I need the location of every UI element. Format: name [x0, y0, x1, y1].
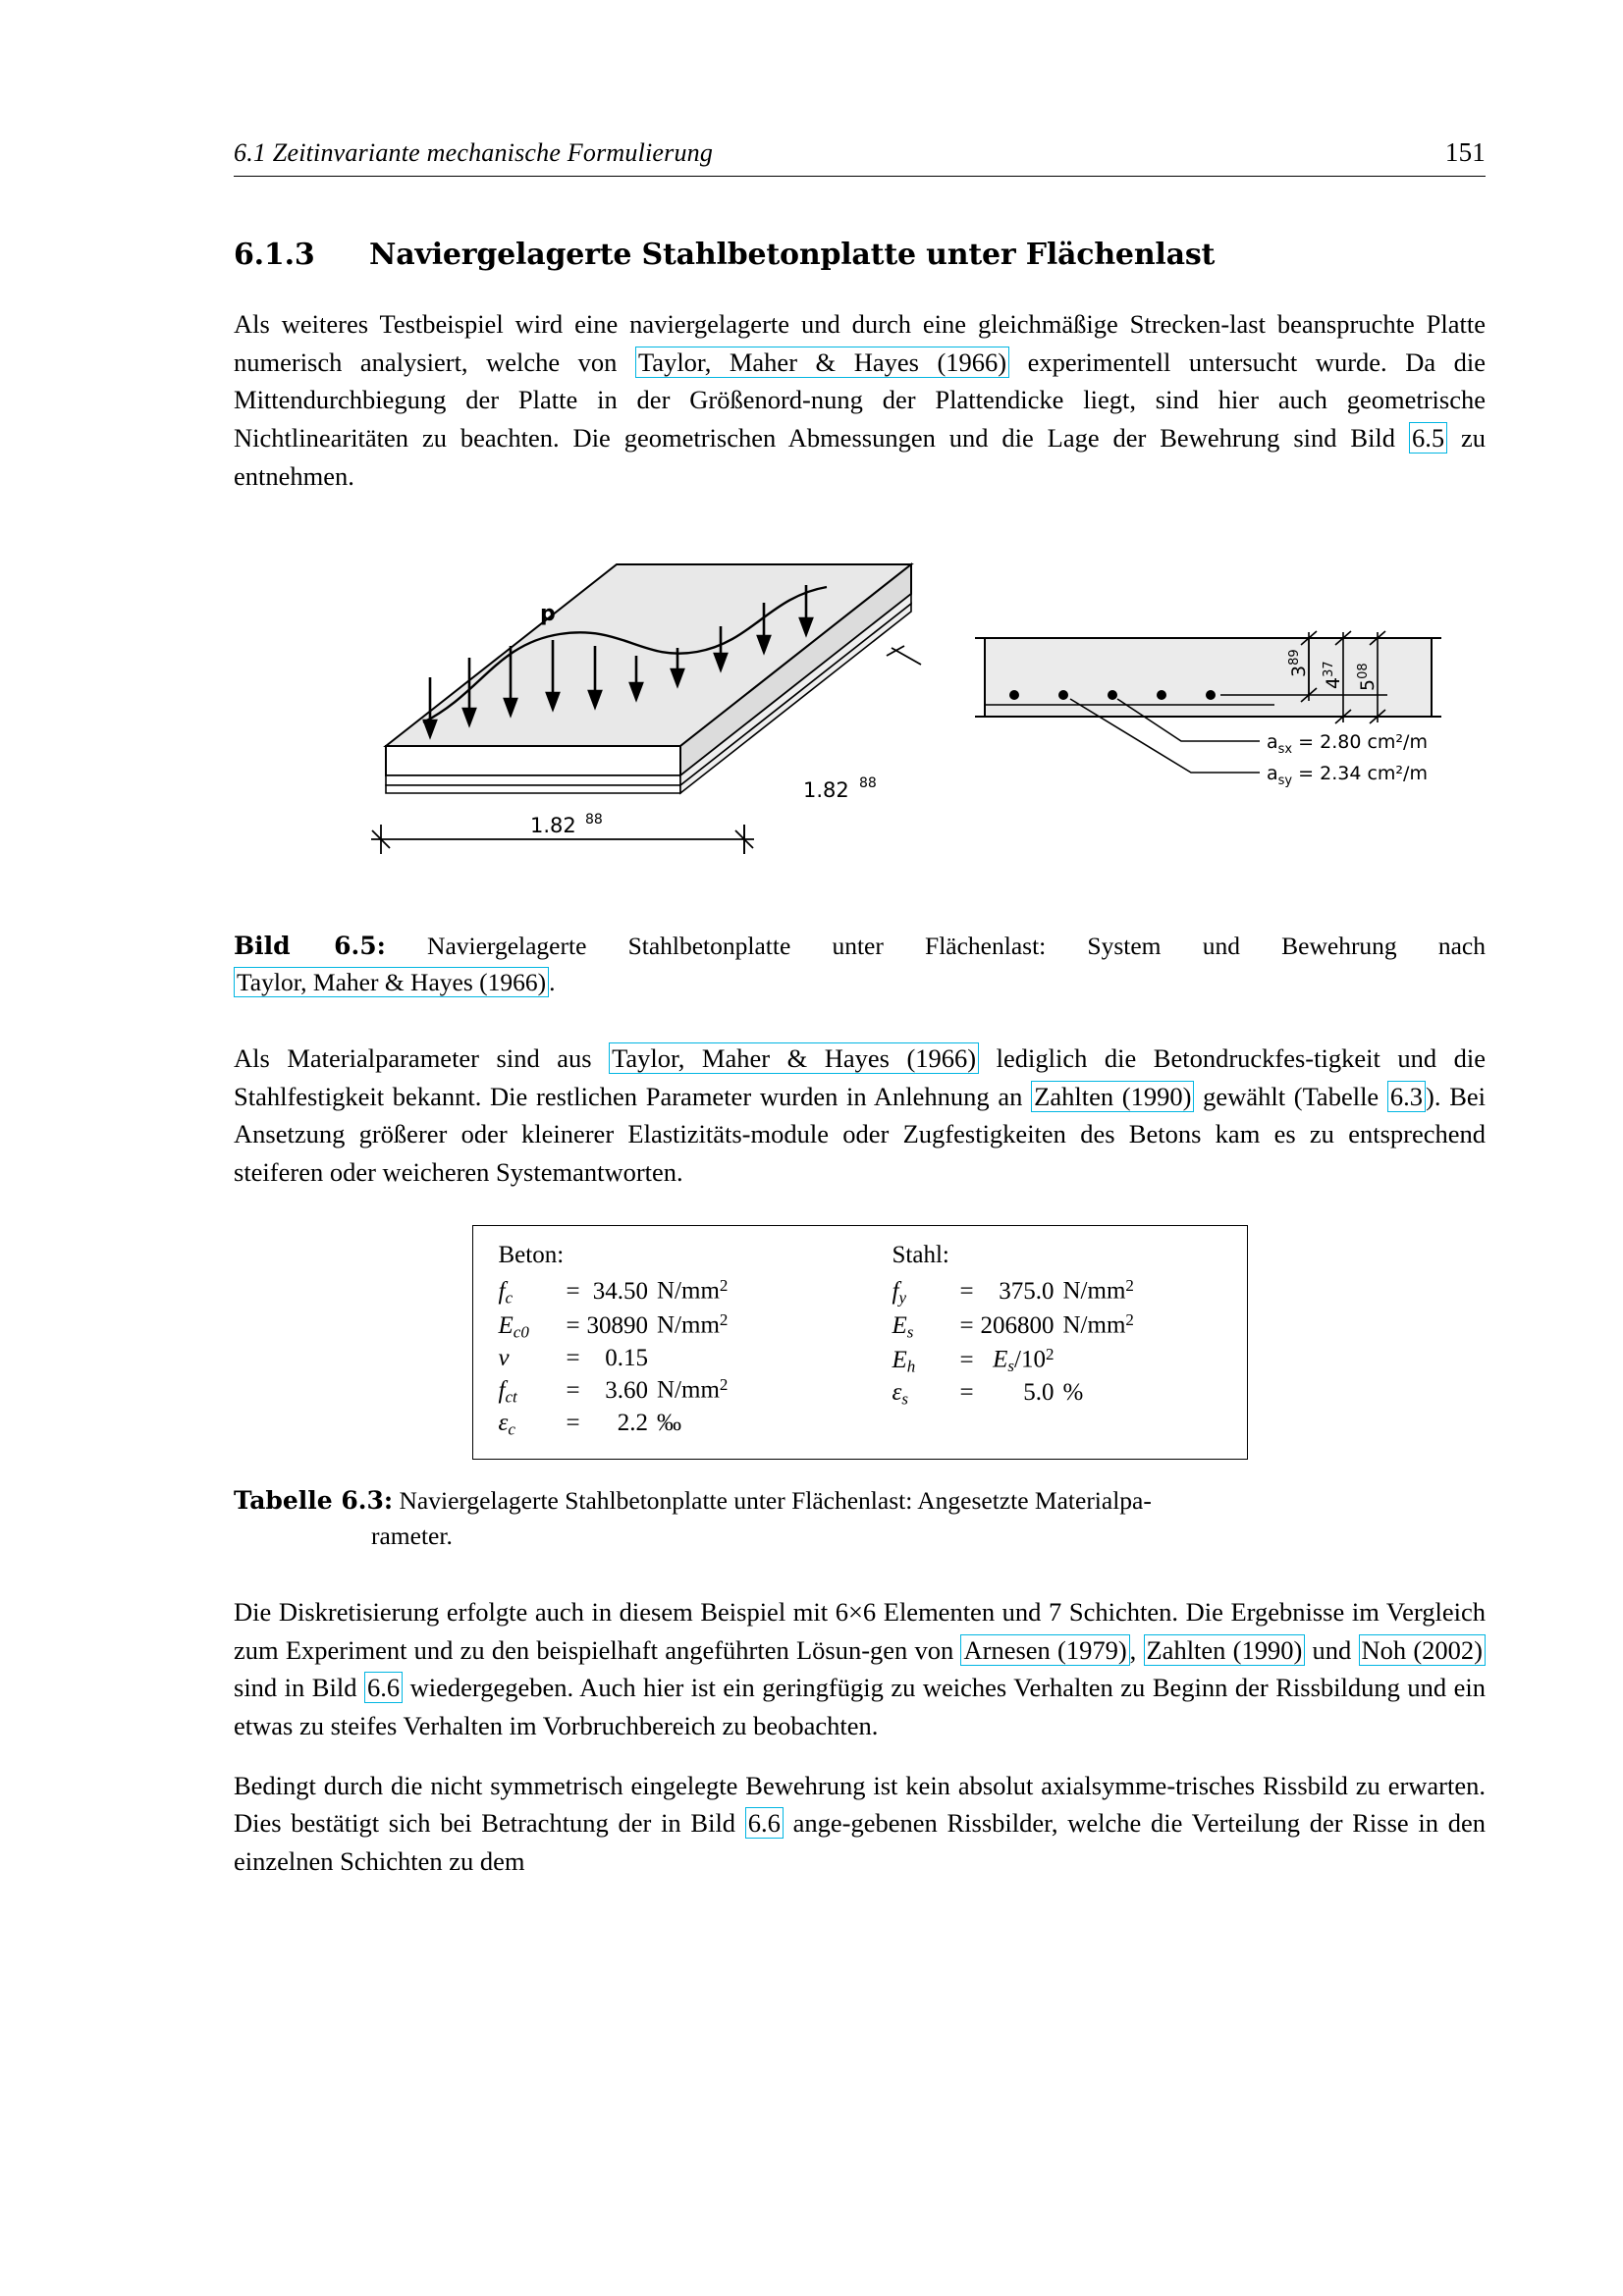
- paragraph-2: [234, 1040, 1486, 1192]
- ref-bild-6-5[interactable]: 6.5: [1409, 422, 1447, 454]
- figure-6-5-graphic: [234, 530, 1486, 903]
- p2-text-b: lediglich die Betondruckfes-tigkeit und die Stahlfestigkeit bekannt. Die restlichen Parameter wurden in Anlehnung an: [234, 1042, 1486, 1111]
- depth-3: $5^{08}$: [1356, 663, 1379, 692]
- figure-caption: [234, 929, 1486, 999]
- p4-text-b: ange-gebenen Rissbilder, welche die Verteilung der Risse in den einzelnen Schichten zu dem: [234, 1808, 1486, 1877]
- ref-tabelle-6-3[interactable]: 6.3: [1387, 1081, 1426, 1112]
- running-head: [234, 137, 1486, 177]
- p2-text-a: Als Materialparameter sind aus: [234, 1042, 610, 1073]
- table-row: $f_{ct}$ = 3.60 $N/mm^2$: [498, 1374, 729, 1406]
- section-heading: [234, 238, 1486, 272]
- p4-text-a: Bedingt durch die nicht symmetrisch eingelegte Bewehrung ist kein absolut axialsymme-trisches Rissbild zu erwarten. Dies bestätigt sich bei Betrachtung der in Bild: [234, 1770, 1486, 1839]
- figure-caption-label: Bild 6.5:: [234, 932, 386, 961]
- table-row: ν = 0.15: [498, 1344, 648, 1371]
- p3-text-e: wiedergegeben. Auch hier ist ein geringfügig zu weiches Verhalten zu Beginn der Rissbildung und ein etwas zu steifes Verhalten im Vorbruchbereich zu beobachten.: [234, 1673, 1486, 1740]
- table-caption-label: Tabelle 6.3:: [234, 1485, 394, 1515]
- citation-zahlten-1[interactable]: Zahlten (1990): [1031, 1081, 1194, 1112]
- rebar-x-annotation: $a_{sx} = 2.80$ cm²/m: [1267, 731, 1428, 758]
- table-row: $f_y$ = 375.0 $N/mm^2$: [892, 1276, 1134, 1307]
- figure-caption-end: .: [549, 967, 556, 996]
- table-row: $f_c$ = 34.50 $N/mm^2$: [498, 1276, 729, 1307]
- steel-header: Stahl:: [892, 1241, 949, 1268]
- p3-text-d: sind in Bild: [234, 1673, 364, 1703]
- depth-1: $3^{89}$: [1287, 649, 1310, 678]
- dim-y-sup: 88: [859, 775, 877, 792]
- p3-text-c: und: [1305, 1634, 1359, 1665]
- paragraph-4: [234, 1767, 1486, 1881]
- citation-taylor-1[interactable]: Taylor, Maher & Hayes (1966): [635, 347, 1009, 378]
- page-number: 151: [1444, 137, 1486, 167]
- p1-text-a: Als weiteres Testbeispiel wird eine naviergelagerte und durch eine gleichmäßige Strecken-last beanspruchte Platte numerisch analysiert, welche von: [234, 309, 1486, 377]
- concrete-params-table: [499, 1275, 729, 1441]
- table-row: $\varepsilon_c$ = 2.2 ‰: [498, 1409, 681, 1439]
- p3-text-b: ,: [1129, 1634, 1144, 1665]
- ref-bild-6-6-a[interactable]: 6.6: [364, 1672, 403, 1703]
- ref-bild-6-6-b[interactable]: 6.6: [745, 1807, 784, 1839]
- table-row: $\varepsilon_s$ = 5.0 %: [892, 1378, 1084, 1409]
- p1-text-b: experimentell untersucht wurde. Da die Mittendurchbiegung der Platte in der Größenord-nung der Plattendicke liegt, sind hier auch geometrische Nichtlinearitäten zu beachten. Die geometrischen Abmessungen und die Lage der Bewehrung sind Bild: [234, 347, 1487, 454]
- paragraph-3: [234, 1593, 1486, 1745]
- table-row: $E_h$ = $E_s/10^2$: [892, 1344, 1055, 1375]
- steel-params-table: [893, 1275, 1134, 1411]
- table-caption-cont: rameter.: [371, 1521, 453, 1550]
- plate-3d-view: [371, 564, 921, 854]
- load-label-p: p: [540, 602, 556, 627]
- figure-caption-text: Naviergelagerte Stahlbetonplatte unter Flächenlast: System und Bewehrung nach: [427, 932, 1487, 961]
- rebar-y-annotation: $a_{sy} = 2.34$ cm²/m: [1267, 763, 1428, 789]
- paragraph-1: [234, 305, 1486, 495]
- running-head-title: 6.1 Zeitinvariante mechanische Formulierung: [234, 138, 714, 167]
- dim-x-label: 1.82: [530, 814, 576, 838]
- cross-section-view: [975, 631, 1441, 788]
- material-parameter-box: [472, 1225, 1248, 1460]
- dim-x-sup: 88: [585, 812, 603, 828]
- table-caption: [234, 1483, 1486, 1554]
- table-row: $E_{c0}$ = 30890 $N/mm^2$: [498, 1309, 729, 1341]
- dim-y-label: 1.82: [803, 778, 849, 803]
- section-number: 6.1.3: [234, 238, 315, 272]
- citation-zahlten-2[interactable]: Zahlten (1990): [1144, 1634, 1306, 1666]
- p2-text-d: ). Bei Ansetzung größerer oder kleinerer Elastizitäts-module oder Zugfestigkeiten des Betons kam es zu entsprechend steiferen oder weicheren Systemantworten.: [234, 1081, 1487, 1187]
- section-title: Naviergelagerte Stahlbetonplatte unter Flächenlast: [369, 238, 1216, 272]
- table-row: $E_s$ = 206800 $N/mm^2$: [892, 1309, 1134, 1341]
- p3-text-a: Die Diskretisierung erfolgte auch in diesem Beispiel mit 6×6 Elementen und 7 Schichten. Die Ergebnisse im Vergleich zum Experiment und zu den beispielhaft angeführten Lösun-gen von: [234, 1596, 1486, 1665]
- citation-arnesen[interactable]: Arnesen (1979): [960, 1634, 1129, 1666]
- page-content: [234, 137, 1486, 1902]
- table-caption-text: Naviergelagerte Stahlbetonplatte unter Flächenlast: Angesetzte Materialpa-: [399, 1485, 1152, 1515]
- concrete-header: Beton:: [498, 1241, 565, 1268]
- concrete-params-column: [499, 1242, 828, 1441]
- depth-2: $4^{37}$: [1322, 661, 1344, 690]
- figure-caption-citation[interactable]: Taylor, Maher & Hayes (1966): [234, 967, 549, 997]
- citation-taylor-2[interactable]: Taylor, Maher & Hayes (1966): [609, 1042, 979, 1074]
- p1-text-c: zu entnehmen.: [234, 423, 1486, 491]
- figure-6-5: [234, 530, 1486, 903]
- steel-params-column: [893, 1242, 1221, 1441]
- citation-noh[interactable]: Noh (2002): [1359, 1634, 1487, 1666]
- p2-text-c: gewählt (Tabelle: [1194, 1081, 1387, 1111]
